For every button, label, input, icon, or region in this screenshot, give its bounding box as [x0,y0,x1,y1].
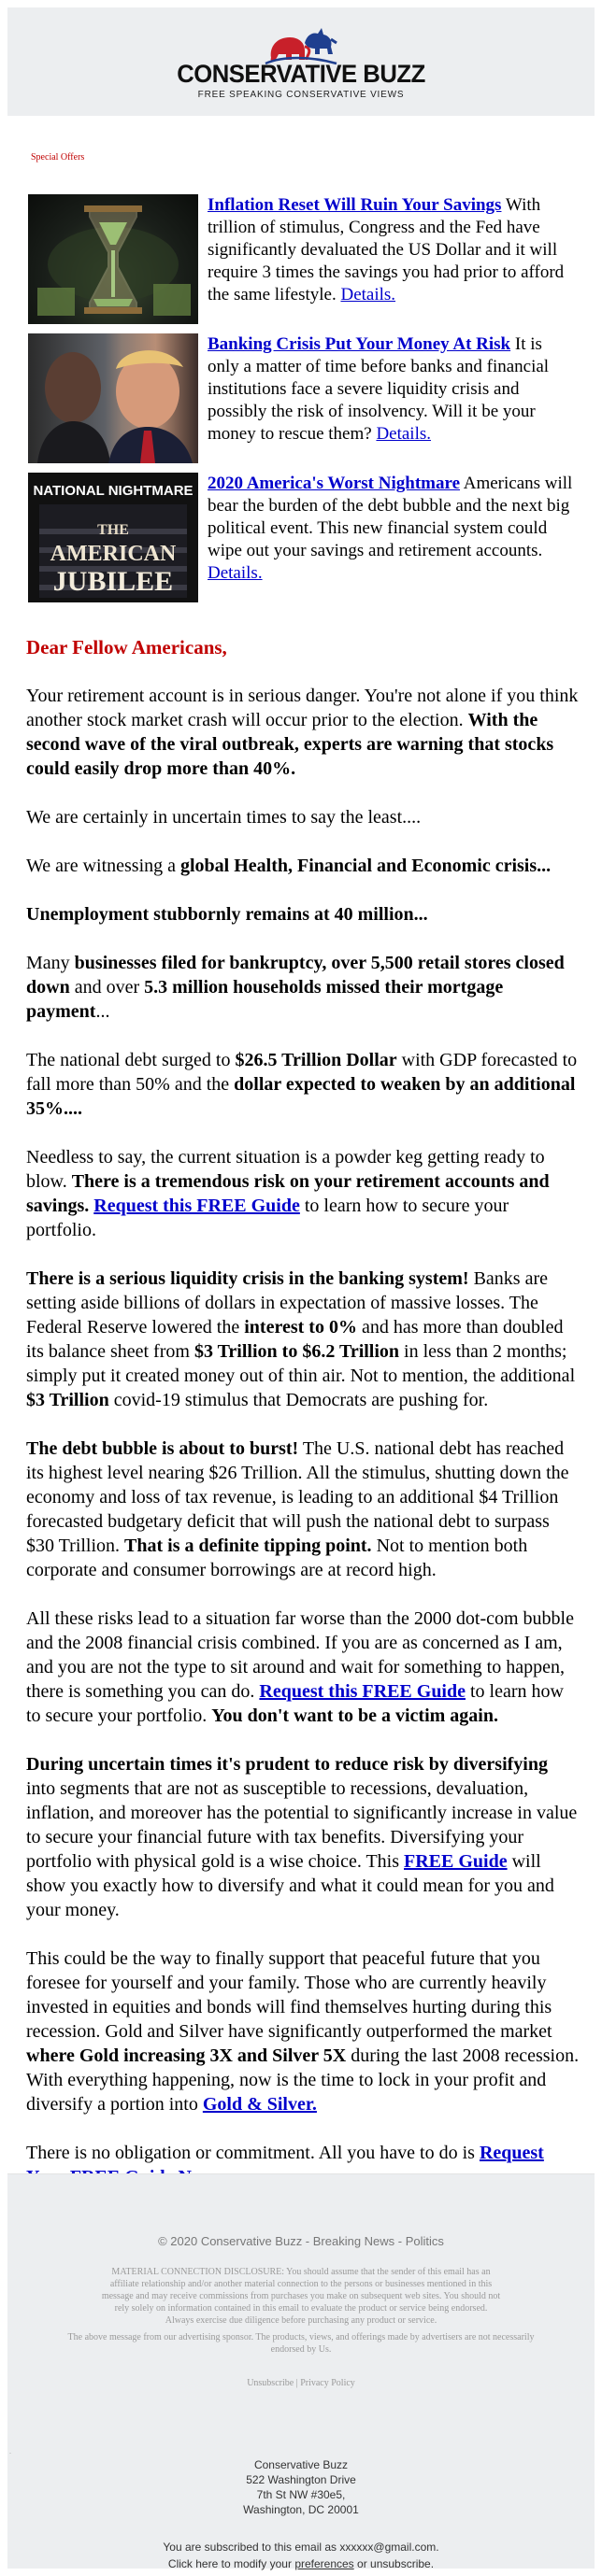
text-bold: Unemployment stubbornly remains at 40 million... [26,904,428,925]
text-bold: You don't want to be a victim again. [211,1706,498,1726]
offer-text [208,473,574,602]
text: in less than 2 months; simply put it created money out of thin air. Not to mention, the additional [26,1341,576,1386]
text-bold: The debt bubble is about to burst! [26,1438,299,1459]
offer-body: With trillion of stimulus, Congress and the Fed have significantly devaluated the US Dollar and it will require 3 times the savings you had prior to afford the same lifestyle. [208,195,565,304]
text: All these risks lead to a situation far worse than the 2000 dot-com bubble and the 2008 financial crisis combined. If you are as concerned as I am, and you are not the type to sit around and wait for something to happen, there is something you can do. [26,1608,574,1702]
offer-details-link[interactable]: Details. [340,285,396,304]
text-bold: There is a tremendous risk on your retirement accounts and savings. [26,1171,550,1216]
text: Many [26,953,75,973]
address-line: 522 Washington Drive [246,2473,356,2486]
modify-preferences-text [7,2555,595,2572]
text-bold: $26.5 Trillion Dollar [235,1050,397,1070]
mailing-address [7,2457,595,2517]
offers-list [28,194,574,612]
text: This could be the way to finally support that peaceful future that you foresee for yourself and your family. Those who are currently heavily invested in equities and bonds will find themselves hurting during this recession. Gold and Silver have significantly outperformed the market [26,1948,552,2042]
text-bold: With the second wave of the viral outbreak, experts are warning that stocks could easily drop more than 40%. [26,710,554,779]
brand-tagline: FREE SPEAKING CONSERVATIVE VIEWS [197,90,405,100]
letter-paragraph [26,1267,580,1412]
request-guide-link[interactable]: Request this FREE Guide [93,1196,300,1216]
letter-paragraph [26,684,580,781]
material-connection-disclosure: MATERIAL CONNECTION DISCLOSURE: You should assume that the sender of this email has an affiliate relationship and/or another material connection to the persons or businesses mentioned in this message and may receive commissions from purchases you make on subsequent web sites. You should not rely solely on information contained in this email to evaluate the product or service being endorsed. Always exercise due diligence before purchasing any product or service. [101,2267,501,2326]
letter-paragraph [26,1946,580,2116]
text: or unsubscribe. [353,2557,435,2570]
text: during the last 2008 recession. With everything happening, now is the time to lock in your profit and diversify a portion into [26,2045,580,2115]
letter-paragraph [26,1752,580,1922]
text: to learn how to secure your portfolio. [26,1681,564,1726]
text-bold: global Health, Financial and Economic crisis... [180,856,552,876]
text-bold: There is a serious liquidity crisis in the banking system! [26,1268,469,1289]
american-jubilee-image[interactable] [28,473,198,602]
text-bold: That is a definite tipping point. [124,1536,372,1556]
offer-item [28,473,574,602]
text-bold: interest to 0% [244,1317,357,1338]
offer-details-link[interactable]: Details. [208,563,263,583]
text: There is no obligation or commitment. All you have to do is [26,2143,480,2163]
brand-name: CONSERVATIVE BUZZ [177,60,425,88]
offer-item [28,333,574,463]
letter-paragraph [26,854,580,878]
address-name: Conservative Buzz [253,2458,349,2471]
hourglass-money-image[interactable] [28,194,198,324]
letter-paragraph: We are certainly in uncertain times to say the least.... [26,807,422,828]
free-guide-link[interactable]: FREE Guide [404,1851,508,1872]
email-footer [7,2174,595,2569]
link-separator: | [294,2378,301,2388]
copyright-text: © 2020 Conservative Buzz - Breaking News - Politics [158,2234,444,2248]
text-bold: where Gold increasing 3X and Silver 5X [26,2045,347,2066]
text: and over [69,977,145,998]
text: to learn how to secure your portfolio. [26,1196,509,1240]
subscription-note [7,2539,595,2572]
request-free-guide-now-link[interactable]: Request [479,2143,544,2163]
text-bold: dollar expected to weaken by an additional 35%.... [26,1074,576,1119]
text: into segments that are not as susceptible to recessions, devaluation, inflation, and moreover has the potential to significantly increase in value to secure your financial future with tax benefits. Diversifying your portfolio with physical gold is a wise choice. This [26,1778,578,1872]
email-header [7,7,595,116]
tracking-dot: . [9,2447,11,2456]
text: with GDP forecasted to fall more than 50% and the [26,1050,578,1095]
text: We are witnessing a [26,856,180,876]
footer-links [7,2378,595,2388]
text: Click here to modify your [167,2557,295,2570]
politicians-photo-image[interactable] [28,333,198,463]
offer-title-link[interactable]: Banking Crisis Put Your Money At Risk [208,334,511,354]
letter-paragraph [26,951,580,1024]
text-bold: 5.3 million households missed their mortgage payment [26,977,504,1022]
image-caption-top: NATIONAL NIGHTMARE [33,483,194,499]
request-guide-link[interactable]: Request this FREE Guide [259,1681,466,1702]
letter-paragraph [26,1606,580,1728]
text: Your retirement account is in serious danger. You're not alone if you think another stock market crash will occur prior to the election. [26,686,579,730]
image-caption-american: AMERICAN [50,542,177,566]
letter-paragraph [26,1145,580,1242]
text: The national debt surged to [26,1050,236,1070]
letter-paragraph [26,902,580,927]
special-offers-label: Special Offers [31,152,85,163]
text-bold: $3 Trillion [26,1390,109,1410]
text: covid-19 stimulus that Democrats are pushing for. [108,1390,489,1410]
letter-paragraph [26,1437,580,1582]
gold-silver-link[interactable]: Gold & Silver. [202,2094,317,2115]
offer-body: Americans will bear the burden of the debt bubble and the next big political event. This new financial system could wipe out your savings and retirement accounts. [208,474,573,560]
offer-title-link[interactable]: Inflation Reset Will Ruin Your Savings [208,195,502,215]
text-bold: $3 Trillion to $6.2 Trillion [194,1341,400,1362]
offer-text [208,333,574,463]
offer-details-link[interactable]: Details. [376,424,432,444]
text: Needless to say, the current situation is a powder keg getting ready to blow. [26,1147,545,1192]
text: The U.S. national debt has reached its highest level nearing $26 Trillion. All the stimulus, shutting down the economy and loss of tax revenue, is leading to an additional $4 Trillion forecasted budgetary deficit that will push the national debt to surpass $30 Trillion. [26,1438,569,1556]
unsubscribe-link[interactable]: Unsubscribe [247,2378,294,2388]
address-line: 7th St NW #30e5, [256,2488,346,2501]
text: Banks are setting aside billions of dollars in expectation of massive losses. The Federal Reserve lowered the [26,1268,548,1338]
privacy-policy-link[interactable]: Privacy Policy [300,2378,355,2388]
letter-paragraph [26,1048,580,1121]
preferences-link[interactable]: preferences [294,2557,354,2570]
offer-text [208,194,574,324]
text: Not to mention both corporate and consumer borrowings are at record high. [26,1536,528,1580]
text: will show you exactly how to diversify and what it could mean for you and your money. [26,1851,554,1920]
offer-title-link[interactable]: 2020 America's Worst Nightmare [208,474,461,493]
text: and has more than doubled its balance sheet from [26,1317,564,1362]
address-line: Washington, DC 20001 [243,2503,359,2516]
text-bold: businesses filed for bankruptcy, over 5,500 retail stores closed down [26,953,565,998]
brand-logo[interactable] [7,26,595,100]
letter-greeting: Dear Fellow Americans, [26,636,227,658]
subscribed-email-text: You are subscribed to this email as xxxxxx@gmail.com. [163,2541,439,2554]
image-caption-the: THE [97,522,129,538]
offer-item [28,194,574,324]
letter-body [26,635,580,2214]
text-bold: During uncertain times it's prudent to reduce risk by diversifying [26,1754,548,1775]
text: ... [95,1001,110,1022]
image-caption-jubilee: JUBILEE [52,566,174,597]
advertiser-disclaimer: The above message from our advertising sponsor. The products, views, and offerings made by advertisers are not necessarily endorsed by Us. [67,2332,535,2355]
offer-body: It is only a matter of time before banks and financial institutions face a severe liquidity crisis and possibly the risk of insolvency. Will it be your money to rescue them? [208,334,550,444]
